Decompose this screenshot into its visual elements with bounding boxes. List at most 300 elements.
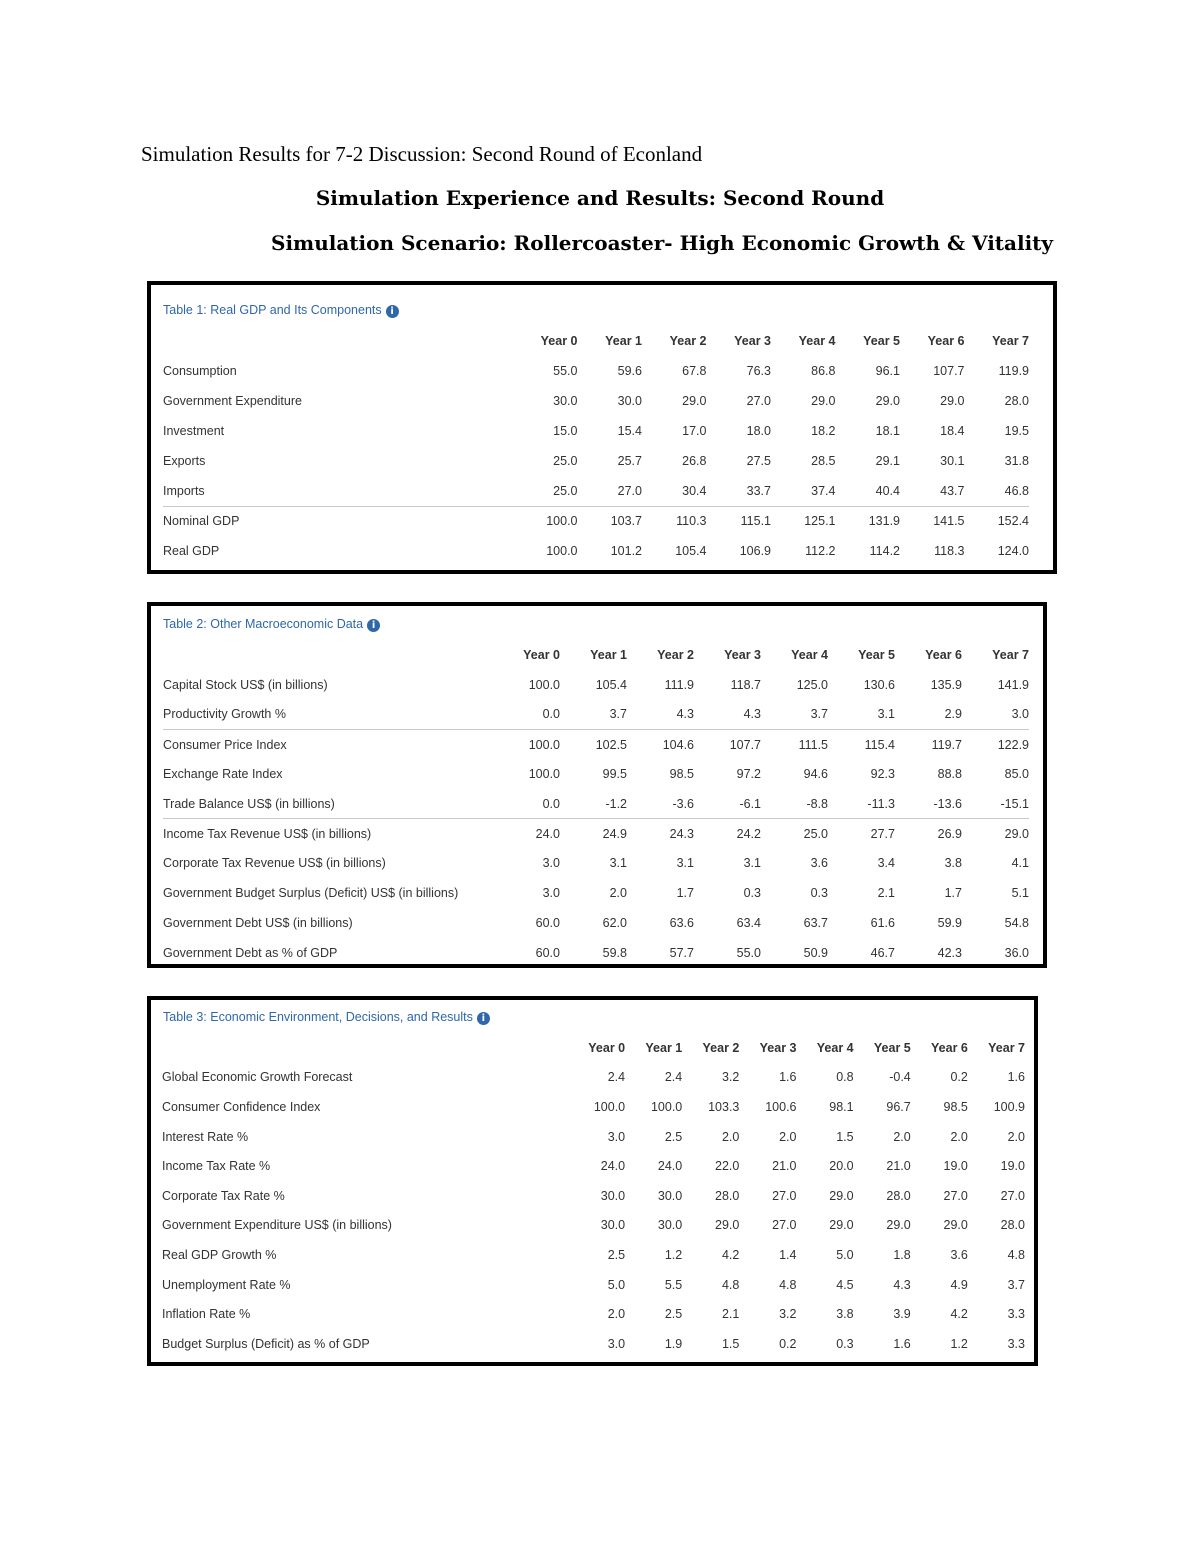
table-cell: 21.0 <box>886 1159 911 1174</box>
table-cell: 43.7 <box>940 483 965 498</box>
table-row <box>163 789 1029 819</box>
table-caption-text: Table 1: Real GDP and Its Components <box>163 303 382 317</box>
table-cell: 57.7 <box>669 945 694 960</box>
column-header: Year 7 <box>988 1040 1025 1055</box>
table-cell: 3.9 <box>893 1307 911 1322</box>
column-header: Year 7 <box>992 647 1029 662</box>
table-cell: 2.0 <box>1007 1129 1025 1144</box>
table-cell: 0.0 <box>542 796 560 811</box>
table-cell: 46.7 <box>870 945 895 960</box>
table-other-macroeconomic-data <box>147 602 1047 968</box>
table-cell: 104.6 <box>627 729 694 759</box>
table-cell: 2.0 <box>609 886 627 901</box>
table-cell: 152.4 <box>965 506 1030 536</box>
table-cell: 4.8 <box>779 1277 797 1292</box>
column-header: Year 5 <box>863 334 900 348</box>
table-row <box>162 1092 1025 1122</box>
row-label: Consumer Confidence Index <box>162 1099 321 1114</box>
table-cell: 2.1 <box>721 1307 740 1322</box>
table-row <box>163 759 1029 789</box>
table-cell: 98.5 <box>943 1099 968 1114</box>
table-cell: 29.1 <box>875 454 900 468</box>
column-header: Year 6 <box>925 647 962 662</box>
table-cell: 3.0 <box>542 856 560 871</box>
info-circle-icon[interactable]: i <box>386 305 399 318</box>
table-cell: 101.2 <box>610 544 642 558</box>
table-cell: 63.6 <box>669 916 694 931</box>
table-cell: 97.2 <box>736 767 761 782</box>
table-cell: 67.8 <box>682 364 707 378</box>
table-cell: 18.1 <box>875 424 900 438</box>
table-cell: 24.2 <box>694 819 761 849</box>
table-caption-text: Table 3: Economic Environment, Decisions, and Results <box>163 1010 473 1024</box>
column-header: Year 4 <box>798 334 836 348</box>
table-cell: 59.9 <box>937 916 962 931</box>
table-cell: 115.4 <box>828 729 895 759</box>
table-cell: 4.3 <box>893 1277 911 1292</box>
table-row <box>162 1329 1025 1359</box>
table-cell: 0.3 <box>836 1336 854 1351</box>
table-cell: 2.0 <box>893 1129 911 1144</box>
table-cell: 100.0 <box>528 677 560 692</box>
table-cell: 25.7 <box>617 454 642 468</box>
table-cell: 27.0 <box>772 1188 797 1203</box>
table-cell: 107.7 <box>933 364 965 378</box>
table-cell: 76.3 <box>746 364 771 378</box>
table-cell: 30.0 <box>617 394 642 408</box>
table-cell: 28.0 <box>715 1188 740 1203</box>
table-cell: 103.3 <box>708 1099 740 1114</box>
table-cell: 98.5 <box>669 767 694 782</box>
row-label: Income Tax Revenue US$ (in billions) <box>163 819 493 849</box>
table-cell: 30.0 <box>600 1218 626 1233</box>
row-label: Consumer Price Index <box>163 729 493 759</box>
table-row <box>163 446 1029 476</box>
table-cell: 118.7 <box>730 677 761 692</box>
table-cell: 100.0 <box>546 544 578 558</box>
table-cell: 3.7 <box>609 707 627 722</box>
table-cell: 60.0 <box>535 945 560 960</box>
row-label: Investment <box>163 424 225 438</box>
table-cell: 63.4 <box>736 916 761 931</box>
table-cell: 4.2 <box>721 1247 740 1262</box>
table-cell: 37.4 <box>811 483 836 498</box>
table-cell: 92.3 <box>870 767 895 782</box>
header-blank <box>162 1033 568 1063</box>
column-header: Year 5 <box>873 1040 911 1055</box>
table-cell: 3.3 <box>1007 1307 1025 1322</box>
row-label: Corporate Tax Rate % <box>162 1188 285 1203</box>
table-cell: 30.0 <box>553 394 578 408</box>
table-cell: 24.0 <box>657 1159 683 1174</box>
table-cell: 106.9 <box>739 544 771 558</box>
table-row <box>163 416 1029 446</box>
table-cell: 1.6 <box>893 1336 911 1351</box>
table-cell: 29.0 <box>943 1218 968 1233</box>
table-cell: 19.0 <box>943 1159 968 1174</box>
table-cell: 24.9 <box>560 819 627 849</box>
data-table <box>163 640 1029 968</box>
column-header: Year 6 <box>927 334 965 348</box>
column-header: Year 1 <box>645 1040 683 1055</box>
table-cell: 15.4 <box>617 424 642 438</box>
table-cell: 85.0 <box>1004 767 1029 782</box>
table-cell: 1.8 <box>893 1247 911 1262</box>
table-cell: 1.6 <box>1007 1070 1025 1085</box>
table-cell: 2.4 <box>664 1070 683 1085</box>
table-cell: 19.5 <box>1004 424 1029 438</box>
column-header: Year 2 <box>669 334 707 348</box>
table-cell: 4.5 <box>836 1277 854 1292</box>
row-label: Government Debt as % of GDP <box>163 945 338 960</box>
table-row <box>162 1063 1025 1093</box>
table-cell: 46.8 <box>1004 483 1029 498</box>
table-cell: 105.4 <box>595 677 627 692</box>
table-cell: 59.8 <box>602 945 627 960</box>
column-header: Year 3 <box>759 1040 797 1055</box>
table-cell: 27.0 <box>1000 1188 1025 1203</box>
table-row <box>162 1299 1025 1329</box>
table-cell: 3.6 <box>810 856 828 871</box>
table-cell: 4.2 <box>950 1307 968 1322</box>
row-label: Real GDP <box>163 544 220 558</box>
table-cell: 3.0 <box>607 1336 626 1351</box>
table-cell: 29.0 <box>886 1218 911 1233</box>
table-cell: 30.0 <box>657 1218 683 1233</box>
row-label: Budget Surplus (Deficit) as % of GDP <box>162 1336 370 1351</box>
table-cell: 124.0 <box>997 544 1029 558</box>
table-cell: 4.9 <box>950 1277 968 1292</box>
row-label: Trade Balance US$ (in billions) <box>163 796 335 811</box>
table-cell: 62.0 <box>602 916 627 931</box>
table-cell: 100.0 <box>513 506 578 536</box>
table-row <box>163 729 1029 759</box>
table-row <box>163 819 1029 849</box>
table-cell: 3.0 <box>1011 707 1029 722</box>
table-cell: 0.3 <box>743 886 761 901</box>
table-cell: 119.7 <box>895 729 962 759</box>
table-cell: 1.9 <box>664 1336 683 1351</box>
table-cell: 27.0 <box>746 394 771 408</box>
table-cell: 4.8 <box>1007 1247 1025 1262</box>
table-cell: 103.7 <box>578 506 643 536</box>
column-header: Year 2 <box>657 647 694 662</box>
row-label: Consumption <box>163 364 237 378</box>
table-caption <box>163 617 380 632</box>
row-label: Exports <box>163 454 206 468</box>
table-cell: 1.5 <box>836 1129 854 1144</box>
column-header: Year 1 <box>605 334 642 348</box>
table-cell: 2.4 <box>607 1070 626 1085</box>
table-cell: 27.0 <box>943 1188 968 1203</box>
table-cell: 61.6 <box>870 916 895 931</box>
table-cell: 40.4 <box>875 483 900 498</box>
table-cell: 5.1 <box>1011 886 1029 901</box>
table-cell: 111.5 <box>761 729 828 759</box>
row-label: Inflation Rate % <box>162 1307 251 1322</box>
table-cell: 25.0 <box>553 483 578 498</box>
table-row <box>162 1240 1025 1270</box>
table-cell: 29.0 <box>829 1218 854 1233</box>
table-cell: 1.2 <box>664 1247 683 1262</box>
table-cell: 4.8 <box>721 1277 740 1292</box>
table-cell: 94.6 <box>803 767 828 782</box>
table-row <box>163 670 1029 700</box>
table-row <box>162 1270 1025 1300</box>
row-label: Income Tax Rate % <box>162 1159 271 1174</box>
table-cell: 2.5 <box>664 1129 683 1144</box>
table-cell: 125.1 <box>771 506 836 536</box>
table-cell: 50.9 <box>803 945 828 960</box>
table-cell: 25.0 <box>761 819 828 849</box>
table-cell: 3.0 <box>607 1129 626 1144</box>
table-cell: 30.4 <box>682 483 707 498</box>
table-cell: 107.7 <box>694 729 761 759</box>
row-label: Government Expenditure <box>163 394 302 408</box>
table-cell: 20.0 <box>829 1159 854 1174</box>
table-real-gdp-components <box>147 281 1057 574</box>
table-caption <box>163 1010 490 1025</box>
table-cell: 29.0 <box>682 394 707 408</box>
table-cell: 3.0 <box>542 886 560 901</box>
header-row <box>163 326 1029 356</box>
column-header: Year 4 <box>816 1040 854 1055</box>
header-blank <box>163 326 513 356</box>
table-cell: 1.7 <box>944 886 962 901</box>
table-cell: 0.2 <box>950 1070 968 1085</box>
table-row <box>162 1211 1025 1241</box>
row-label: Unemployment Rate % <box>162 1277 291 1292</box>
table-cell: 63.7 <box>803 916 828 931</box>
column-header: Year 0 <box>540 334 578 348</box>
table-cell: -6.1 <box>739 796 761 811</box>
section-heading: Simulation Experience and Results: Second Round <box>315 186 885 210</box>
table-cell: 99.5 <box>602 767 627 782</box>
table-row <box>163 878 1029 908</box>
document-title: Simulation Results for 7-2 Discussion: Second Round of Econland <box>141 142 703 166</box>
table-cell: 102.5 <box>560 729 627 759</box>
table-cell: 26.9 <box>895 819 962 849</box>
column-header: Year 0 <box>588 1040 626 1055</box>
table-cell: 100.0 <box>493 729 560 759</box>
table-cell: 4.3 <box>743 707 761 722</box>
table-cell: 100.0 <box>650 1099 683 1114</box>
table-row <box>163 700 1029 730</box>
table-cell: -0.4 <box>889 1070 911 1085</box>
row-label: Capital Stock US$ (in billions) <box>163 677 328 692</box>
info-circle-icon[interactable]: i <box>477 1012 490 1025</box>
table-cell: 1.7 <box>676 886 694 901</box>
table-cell: 130.6 <box>863 677 895 692</box>
table-cell: 21.0 <box>772 1159 797 1174</box>
table-cell: 5.0 <box>836 1247 854 1262</box>
table-cell: -11.3 <box>867 796 895 811</box>
table-row <box>163 386 1029 416</box>
table-cell: 2.9 <box>944 707 962 722</box>
table-cell: 88.8 <box>937 767 962 782</box>
column-header: Year 6 <box>931 1040 968 1055</box>
table-cell: 42.3 <box>937 945 962 960</box>
table-row <box>163 908 1029 938</box>
table-cell: 26.8 <box>682 454 707 468</box>
table-cell: 2.5 <box>664 1307 683 1322</box>
row-label: Global Economic Growth Forecast <box>162 1070 353 1085</box>
table-cell: -15.1 <box>1000 796 1029 811</box>
table-cell: 3.2 <box>779 1307 797 1322</box>
table-cell: 18.2 <box>811 424 836 438</box>
table-cell: 100.6 <box>765 1099 797 1114</box>
table-cell: 24.0 <box>493 819 560 849</box>
table-cell: 29.0 <box>875 394 900 408</box>
table-cell: 33.7 <box>746 483 771 498</box>
table-cell: 24.0 <box>600 1159 626 1174</box>
table-cell: 22.0 <box>715 1159 740 1174</box>
data-table <box>163 326 1029 566</box>
table-cell: 3.3 <box>1007 1336 1025 1351</box>
table-cell: 111.9 <box>664 677 694 692</box>
table-cell: 4.3 <box>676 707 694 722</box>
table-cell: 135.9 <box>930 677 962 692</box>
header-blank <box>163 640 493 670</box>
table-cell: 141.9 <box>997 677 1029 692</box>
row-label: Government Expenditure US$ (in billions) <box>162 1218 392 1233</box>
table-cell: 100.0 <box>528 767 560 782</box>
table-cell: 1.6 <box>779 1070 797 1085</box>
table-cell: 86.8 <box>811 364 836 378</box>
column-header: Year 5 <box>858 647 895 662</box>
column-header: Year 3 <box>724 647 761 662</box>
table-cell: 100.0 <box>593 1099 626 1114</box>
table-row <box>163 849 1029 879</box>
table-cell: 118.3 <box>934 544 965 558</box>
row-label: Real GDP Growth % <box>162 1247 277 1262</box>
column-header: Year 7 <box>992 334 1029 348</box>
table-cell: -13.6 <box>933 796 962 811</box>
table-cell: 30.0 <box>600 1188 626 1203</box>
table-cell: 17.0 <box>682 424 707 438</box>
table-cell: 18.4 <box>940 424 965 438</box>
table-cell: 28.0 <box>1000 1218 1025 1233</box>
table-cell: 125.0 <box>796 677 828 692</box>
table-cell: 30.0 <box>657 1188 683 1203</box>
table-row <box>163 536 1029 566</box>
data-table <box>162 1033 1025 1359</box>
table-cell: 28.0 <box>886 1188 911 1203</box>
table-caption <box>163 303 399 318</box>
table-cell: 59.6 <box>617 364 642 378</box>
table-cell: 3.1 <box>743 856 761 871</box>
table-cell: 29.0 <box>829 1188 854 1203</box>
table-cell: 110.3 <box>642 506 707 536</box>
table-cell: 3.8 <box>836 1307 854 1322</box>
table-cell: 28.5 <box>811 454 836 468</box>
table-row <box>163 506 1029 536</box>
table-cell: 1.4 <box>779 1247 797 1262</box>
table-row <box>163 356 1029 386</box>
row-label: Productivity Growth % <box>163 707 286 722</box>
table-cell: 29.0 <box>715 1218 740 1233</box>
table-cell: 0.8 <box>836 1070 854 1085</box>
table-cell: 4.1 <box>1011 856 1029 871</box>
header-row <box>162 1033 1025 1063</box>
row-label: Government Debt US$ (in billions) <box>163 916 353 931</box>
table-cell: 55.0 <box>736 945 761 960</box>
column-header: Year 3 <box>734 334 771 348</box>
table-cell: 3.6 <box>950 1247 968 1262</box>
table-cell: 98.1 <box>829 1099 854 1114</box>
table-cell: 2.0 <box>779 1129 797 1144</box>
header-row <box>163 640 1029 670</box>
table-row <box>162 1122 1025 1152</box>
table-cell: 27.0 <box>617 483 642 498</box>
column-header: Year 0 <box>523 647 560 662</box>
table-row <box>163 476 1029 506</box>
table-cell: 122.9 <box>962 729 1029 759</box>
table-cell: 29.0 <box>962 819 1029 849</box>
table-cell: 2.1 <box>877 886 895 901</box>
info-circle-icon[interactable]: i <box>367 619 380 632</box>
table-cell: 3.1 <box>676 856 694 871</box>
table-cell: 0.2 <box>779 1336 797 1351</box>
table-cell: 3.2 <box>721 1070 740 1085</box>
table-cell: 27.5 <box>746 454 771 468</box>
row-label: Exchange Rate Index <box>163 767 283 782</box>
table-caption-text: Table 2: Other Macroeconomic Data <box>163 617 364 631</box>
table-cell: 112.2 <box>805 544 836 558</box>
row-label: Nominal GDP <box>163 506 513 536</box>
table-cell: 18.0 <box>746 424 771 438</box>
table-cell: 60.0 <box>535 916 560 931</box>
table-cell: 30.1 <box>940 454 965 468</box>
table-cell: 54.8 <box>1004 916 1029 931</box>
table-cell: 3.4 <box>877 856 895 871</box>
table-cell: 2.0 <box>721 1129 740 1144</box>
table-cell: -3.6 <box>672 796 694 811</box>
table-cell: 3.7 <box>810 707 828 722</box>
table-cell: 115.1 <box>707 506 772 536</box>
column-header: Year 2 <box>702 1040 740 1055</box>
table-cell: 28.0 <box>1004 394 1029 408</box>
table-cell: 119.9 <box>998 364 1029 378</box>
table-cell: 131.9 <box>836 506 901 536</box>
table-cell: 27.0 <box>772 1218 797 1233</box>
table-row <box>162 1181 1025 1211</box>
table-cell: 29.0 <box>811 394 836 408</box>
table-cell: 15.0 <box>553 424 578 438</box>
table-cell: 3.8 <box>944 856 962 871</box>
table-cell: 0.0 <box>542 707 560 722</box>
table-cell: 3.7 <box>1007 1277 1025 1292</box>
table-cell: 5.0 <box>607 1277 626 1292</box>
table-cell: 55.0 <box>553 364 578 378</box>
table-cell: 96.1 <box>875 364 900 378</box>
table-economic-environment-decisions-results <box>147 996 1038 1366</box>
row-label: Imports <box>163 483 205 498</box>
table-cell: 100.9 <box>993 1099 1025 1114</box>
table-cell: 5.5 <box>664 1277 683 1292</box>
table-cell: 1.5 <box>721 1336 740 1351</box>
row-label: Interest Rate % <box>162 1129 249 1144</box>
table-cell: 31.8 <box>1004 454 1029 468</box>
column-header: Year 1 <box>590 647 627 662</box>
table-cell: 2.0 <box>607 1307 626 1322</box>
table-cell: 141.5 <box>900 506 965 536</box>
row-label: Government Budget Surplus (Deficit) US$ (in billions) <box>163 886 459 901</box>
table-row <box>162 1151 1025 1181</box>
row-label: Corporate Tax Revenue US$ (in billions) <box>163 856 386 871</box>
table-cell: 24.3 <box>627 819 694 849</box>
table-cell: 2.0 <box>950 1129 968 1144</box>
